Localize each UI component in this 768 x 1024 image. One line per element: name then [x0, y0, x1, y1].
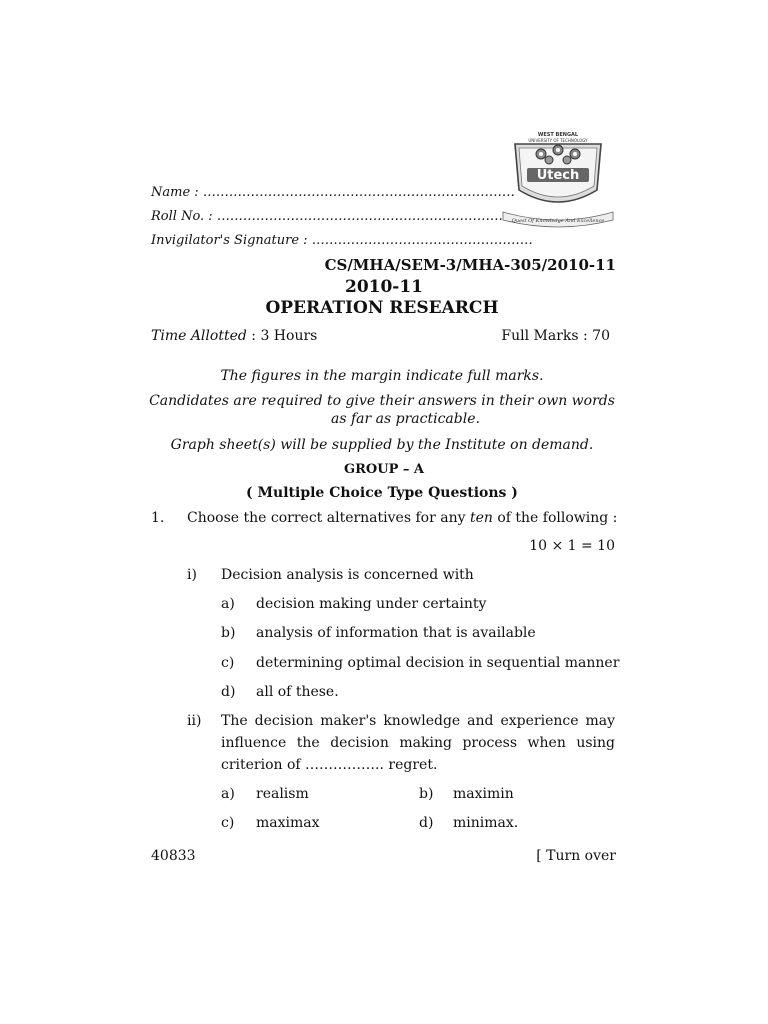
instruction-own-words: Candidates are required to give their answers in their own words	[149, 393, 615, 409]
subquestion-line	[221, 735, 615, 751]
question-number: 1.	[151, 510, 165, 526]
question-text-after: of the following :	[497, 510, 618, 526]
logo-top-text: WEST BENGAL	[537, 132, 579, 138]
subquestion-line: criterion of …………….. regret.	[221, 757, 438, 773]
name-field	[151, 185, 515, 200]
group-subtitle: ( Multiple Choice Type Questions )	[246, 485, 518, 501]
signature-field	[151, 233, 533, 248]
signature-label: Invigilator's Signature :	[151, 233, 308, 248]
full-marks: Full Marks : 70	[501, 328, 610, 344]
time-allotted	[151, 328, 317, 344]
logo-name: Utech	[536, 168, 580, 183]
subquestion-number: i)	[187, 567, 197, 583]
logo-motto: Quest Of Knowledge And Excellence	[511, 218, 605, 224]
subquestion-line-text: influence the decision making process when using	[221, 735, 615, 751]
question-text-em: ten	[469, 510, 493, 526]
question-text	[187, 510, 617, 526]
option-label: c)	[221, 655, 235, 671]
instruction-margin: The figures in the margin indicate full marks.	[220, 368, 544, 384]
option-label: a)	[221, 596, 235, 612]
option-text: all of these.	[256, 684, 339, 700]
name-label: Name :	[151, 185, 199, 200]
option-label: a)	[221, 786, 235, 802]
signature-dots: ……………………………………………	[311, 233, 533, 248]
footer-code: 40833	[151, 848, 196, 864]
time-value: : 3 Hours	[251, 328, 318, 344]
option-label: b)	[419, 786, 434, 802]
paper-title: OPERATION RESEARCH	[265, 298, 499, 318]
option-label: c)	[221, 815, 235, 831]
name-dots: ………………………………………………………………	[202, 185, 515, 200]
option-label: b)	[221, 625, 236, 641]
question-text-before: Choose the correct alternatives for any	[187, 510, 466, 526]
option-text: realism	[256, 786, 309, 802]
roll-label: Roll No. :	[151, 209, 213, 224]
option-text: maximin	[453, 786, 514, 802]
option-label: d)	[221, 684, 236, 700]
option-text: decision making under certainty	[256, 596, 487, 612]
subquestion-text: Decision analysis is concerned with	[221, 567, 474, 583]
subquestion-line	[221, 713, 615, 729]
roll-dots: …………………………………………………………	[216, 209, 503, 224]
question-marks: 10 × 1 = 10	[529, 538, 615, 554]
option-label: d)	[419, 815, 434, 831]
paper-year: 2010-11	[344, 277, 424, 297]
logo-sub-text: UNIVERSITY OF TECHNOLOGY	[528, 138, 588, 143]
turn-over: [ Turn over	[536, 848, 616, 864]
instruction-own-words-cont: as far as practicable.	[331, 411, 480, 427]
instruction-graph-sheet: Graph sheet(s) will be supplied by the Institute on demand.	[170, 437, 594, 453]
paper-code: CS/MHA/SEM-3/MHA-305/2010-11	[324, 256, 616, 274]
option-text: analysis of information that is available	[256, 625, 536, 641]
utech-logo	[497, 128, 619, 232]
subquestion-number: ii)	[187, 713, 202, 729]
roll-field	[151, 209, 503, 224]
option-text: minimax.	[453, 815, 519, 831]
time-label: Time Allotted	[151, 328, 247, 344]
option-text: maximax	[256, 815, 320, 831]
subquestion-line-text: The decision maker's knowledge and experience may	[221, 713, 615, 729]
group-label: GROUP – A	[344, 462, 424, 477]
option-text: determining optimal decision in sequential manner	[256, 655, 620, 671]
